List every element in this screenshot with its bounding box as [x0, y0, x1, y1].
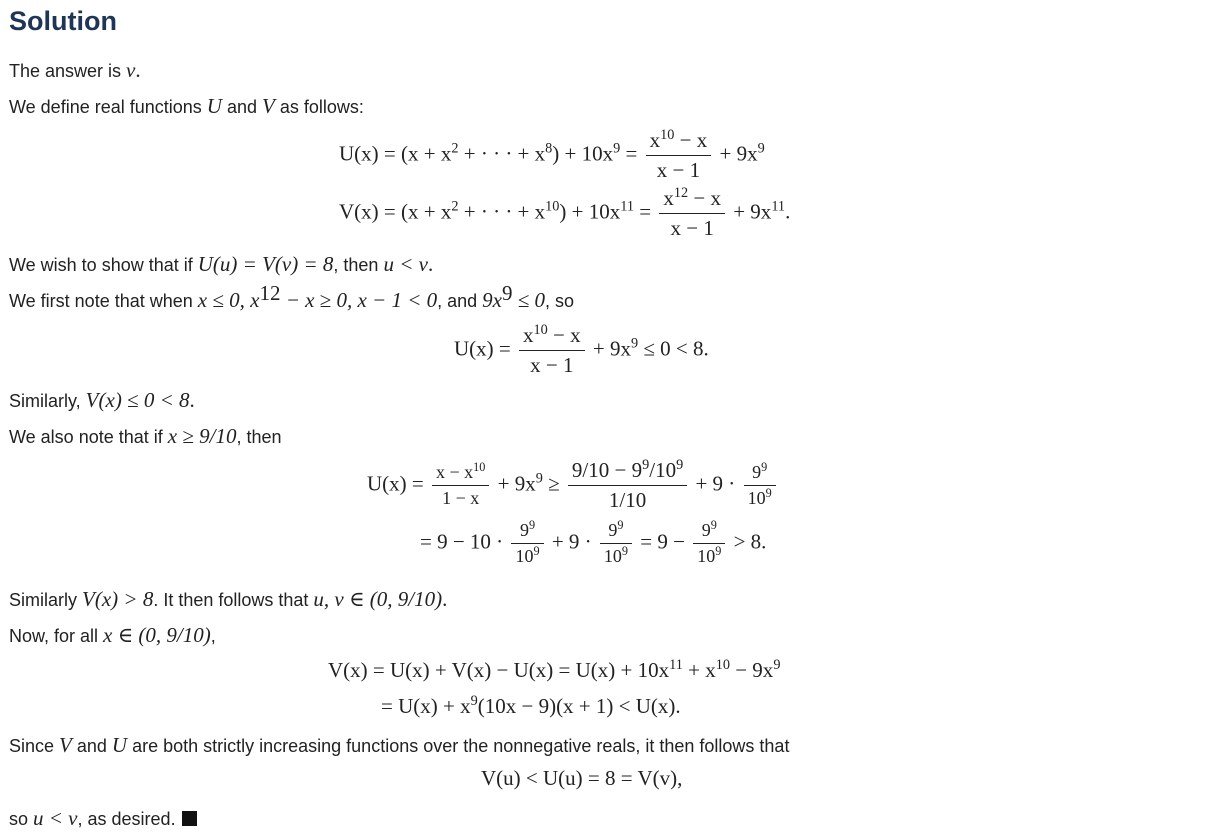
fraction-numerator: [432, 462, 489, 485]
eq-part: (10x − 9)(x + 1) < U(x).: [477, 694, 681, 718]
eq-part: + 9x: [714, 141, 758, 166]
text-segment: so: [9, 809, 34, 829]
fraction-numerator: [646, 128, 712, 155]
eq-exponent: 9: [528, 518, 536, 532]
fraction: [693, 520, 725, 567]
eq-part: ≤ 0 < 8.: [638, 336, 709, 361]
fraction-denominator: 1 − x: [432, 485, 489, 509]
fraction-denominator: [693, 543, 725, 567]
eq-part: x − x: [436, 462, 474, 482]
fraction-numerator: [568, 458, 687, 485]
eq-part: U(x) =: [454, 336, 516, 361]
eq-exponent: 8: [545, 140, 553, 157]
similarly-V-nonpositive-line: [9, 388, 195, 413]
eq-part: + 9x: [492, 471, 536, 496]
eq-part: V(u) < U(u) = 8 = V(v),: [481, 766, 683, 790]
inline-math: x ∈ (0, 9/10): [103, 623, 211, 647]
text-segment: and: [221, 97, 262, 117]
text-segment: and: [71, 736, 112, 756]
eq-part: 9: [608, 520, 618, 540]
eq-part: V(x) = (x + x: [339, 199, 452, 224]
eq-exponent: 9: [630, 335, 639, 352]
text-segment: ,: [210, 626, 216, 646]
inline-math: u, v ∈ (0, 9/10): [313, 587, 443, 611]
eq-part: 9: [701, 520, 711, 540]
eq-part: + 9x: [587, 336, 631, 361]
eq-exponent: 9: [715, 544, 722, 558]
eq-part: + · · · + x: [458, 141, 546, 166]
fraction: [511, 520, 543, 567]
now-for-all-line: [9, 623, 216, 648]
fraction-numerator: [693, 520, 725, 543]
equation-U-lower-bound-1: [367, 458, 779, 513]
eq-part: − 9x: [729, 658, 774, 682]
eq-part: + x: [682, 658, 716, 682]
text-segment: We wish to show that if: [9, 255, 198, 275]
eq-part: = U(x) + x: [381, 694, 471, 718]
eq-exponent: 11: [669, 657, 683, 673]
eq-exponent: 9: [757, 140, 765, 157]
inline-math: u < v: [383, 252, 428, 276]
fraction-denominator: 1/10: [568, 485, 687, 513]
eq-part: 9: [752, 462, 762, 482]
eq-part: V(x) = U(x) + V(x) − U(x) = U(x) + 10x: [328, 658, 670, 682]
eq-part: ) + 10x: [552, 141, 614, 166]
eq-exponent: 11: [771, 198, 786, 215]
fraction-denominator: x − 1: [646, 155, 712, 183]
fraction-denominator: [511, 543, 543, 567]
eq-part: ≥: [542, 471, 565, 496]
fraction: [600, 520, 632, 567]
inline-math: x ≥ 9/10: [167, 424, 237, 448]
equation-V-definition: [339, 186, 790, 241]
text-segment: , and: [437, 291, 483, 311]
eq-part: 10: [747, 488, 766, 508]
fraction: [646, 128, 712, 183]
eq-exponent: 10: [545, 198, 560, 215]
eq-part: + 9x: [727, 199, 772, 224]
equation-U-nonpositive: [454, 323, 709, 378]
answer-line: [9, 58, 141, 83]
inline-math: V(x) ≤ 0 < 8: [85, 388, 190, 412]
text-segment: We define real functions: [9, 97, 207, 117]
text-segment: , then: [236, 427, 282, 447]
fraction-denominator: x − 1: [519, 350, 585, 378]
eq-part: − x: [688, 186, 721, 210]
eq-exponent: 2: [451, 198, 459, 215]
fraction: [519, 323, 585, 378]
eq-exponent: 9: [621, 544, 629, 558]
eq-part: − x: [547, 323, 581, 347]
answer-math: v: [126, 58, 136, 82]
text-segment: Similarly: [9, 590, 83, 610]
answer-end: .: [135, 58, 141, 82]
eq-part: U(x) = (x + x: [339, 141, 452, 166]
eq-exponent: 9: [761, 460, 768, 474]
fraction: [432, 462, 489, 509]
eq-exponent: 9: [710, 518, 717, 532]
define-functions-line: [9, 94, 364, 119]
math-V: V: [59, 733, 72, 757]
fraction-numerator: [519, 323, 585, 350]
eq-exponent: 2: [451, 140, 459, 157]
fraction-denominator: x − 1: [659, 213, 725, 241]
eq-part: + · · · + x: [458, 199, 546, 224]
solution-heading: Solution: [9, 6, 117, 36]
fraction: [568, 458, 687, 513]
eq-part: =: [634, 199, 657, 224]
first-note-line: [9, 281, 575, 313]
eq-part: x: [523, 323, 534, 347]
eq-exponent: 9: [642, 457, 650, 473]
also-note-line: [9, 424, 282, 449]
text-segment: .: [442, 587, 448, 611]
eq-exponent: 9: [773, 657, 781, 673]
eq-part: 10: [603, 546, 622, 566]
text-segment: , as desired.: [77, 809, 176, 829]
inline-math: ≤ 0: [512, 288, 546, 312]
eq-exponent: 10: [533, 322, 548, 338]
eq-part: = 9 −: [635, 529, 691, 554]
eq-exponent: 9: [765, 486, 772, 500]
math-U: U: [206, 94, 222, 118]
math-U: U: [111, 733, 128, 757]
eq-part: x: [649, 128, 661, 152]
eq-exponent: 12: [673, 185, 689, 201]
eq-exponent: 9: [617, 518, 624, 532]
text-segment: .: [189, 388, 195, 412]
eq-part: + 9 ·: [546, 529, 597, 554]
inline-math: U(u) = V(v) = 8: [197, 252, 334, 276]
eq-exponent: 10: [660, 127, 675, 143]
equation-U-lower-bound-2: [420, 520, 766, 567]
eq-exponent: 10: [715, 657, 730, 673]
eq-exponent: 11: [620, 198, 635, 215]
eq-part: > 8.: [728, 529, 767, 554]
eq-part: 10: [515, 546, 534, 566]
fraction-numerator: [744, 462, 776, 485]
eq-exponent: 9: [470, 693, 478, 709]
inline-math: u < v: [33, 806, 78, 830]
text-segment: are both strictly increasing functions over the nonnegative reals, it then follows that: [127, 736, 790, 756]
eq-part: 9/10 − 9: [571, 458, 643, 482]
inline-math: 9x: [482, 288, 502, 312]
eq-exponent: 10: [473, 460, 486, 474]
eq-exponent: 9: [533, 544, 540, 558]
equation-U-definition: [339, 128, 765, 183]
text-segment: , so: [545, 291, 575, 311]
inline-math: x ≤ 0, x: [197, 288, 260, 312]
fraction-denominator: [600, 543, 632, 567]
qed-square-icon: [182, 811, 197, 826]
eq-part: 10: [697, 546, 716, 566]
eq-exponent: 9: [613, 140, 621, 157]
equation-V-expansion-2: [381, 694, 681, 719]
fraction: [659, 186, 725, 241]
equation-final-comparison: [481, 766, 682, 791]
text-segment: Since: [9, 736, 60, 756]
eq-part: x: [663, 186, 674, 210]
text-segment: Similarly,: [9, 391, 86, 411]
eq-part: .: [785, 199, 791, 224]
similarly-V-greater-line: [9, 587, 447, 612]
fraction-numerator: [511, 520, 543, 543]
eq-part: − x: [674, 128, 708, 152]
fraction-numerator: [659, 186, 725, 213]
eq-part: =: [620, 141, 643, 166]
math-V: V: [262, 94, 275, 118]
text-segment: . It then follows that: [153, 590, 314, 610]
fraction-denominator: [744, 485, 776, 509]
equation-V-expansion-1: [328, 658, 780, 683]
text-segment: Now, for all: [9, 626, 104, 646]
text-segment: We first note that when: [9, 291, 198, 311]
inline-exponent: 12: [259, 281, 281, 305]
inline-math: − x ≥ 0, x − 1 < 0: [280, 288, 438, 312]
increasing-functions-line: [9, 733, 789, 758]
eq-part: 9: [519, 520, 529, 540]
eq-part: /10: [649, 458, 677, 482]
text-segment: , then: [333, 255, 384, 275]
answer-text: The answer is: [9, 61, 127, 81]
conclusion-line: [9, 806, 197, 831]
text-segment: We also note that if: [9, 427, 168, 447]
wish-to-show-line: [9, 252, 433, 277]
eq-part: U(x) =: [367, 471, 429, 496]
eq-part: = 9 − 10 ·: [420, 529, 509, 554]
eq-exponent: 9: [535, 470, 543, 487]
eq-part: + 9 ·: [690, 471, 741, 496]
text-segment: .: [427, 252, 434, 276]
fraction: [744, 462, 776, 509]
inline-exponent: 9: [502, 281, 513, 305]
eq-exponent: 9: [676, 457, 684, 473]
eq-part: ) + 10x: [559, 199, 621, 224]
inline-math: V(x) > 8: [82, 587, 154, 611]
fraction-numerator: [600, 520, 632, 543]
text-segment: as follows:: [274, 97, 364, 117]
